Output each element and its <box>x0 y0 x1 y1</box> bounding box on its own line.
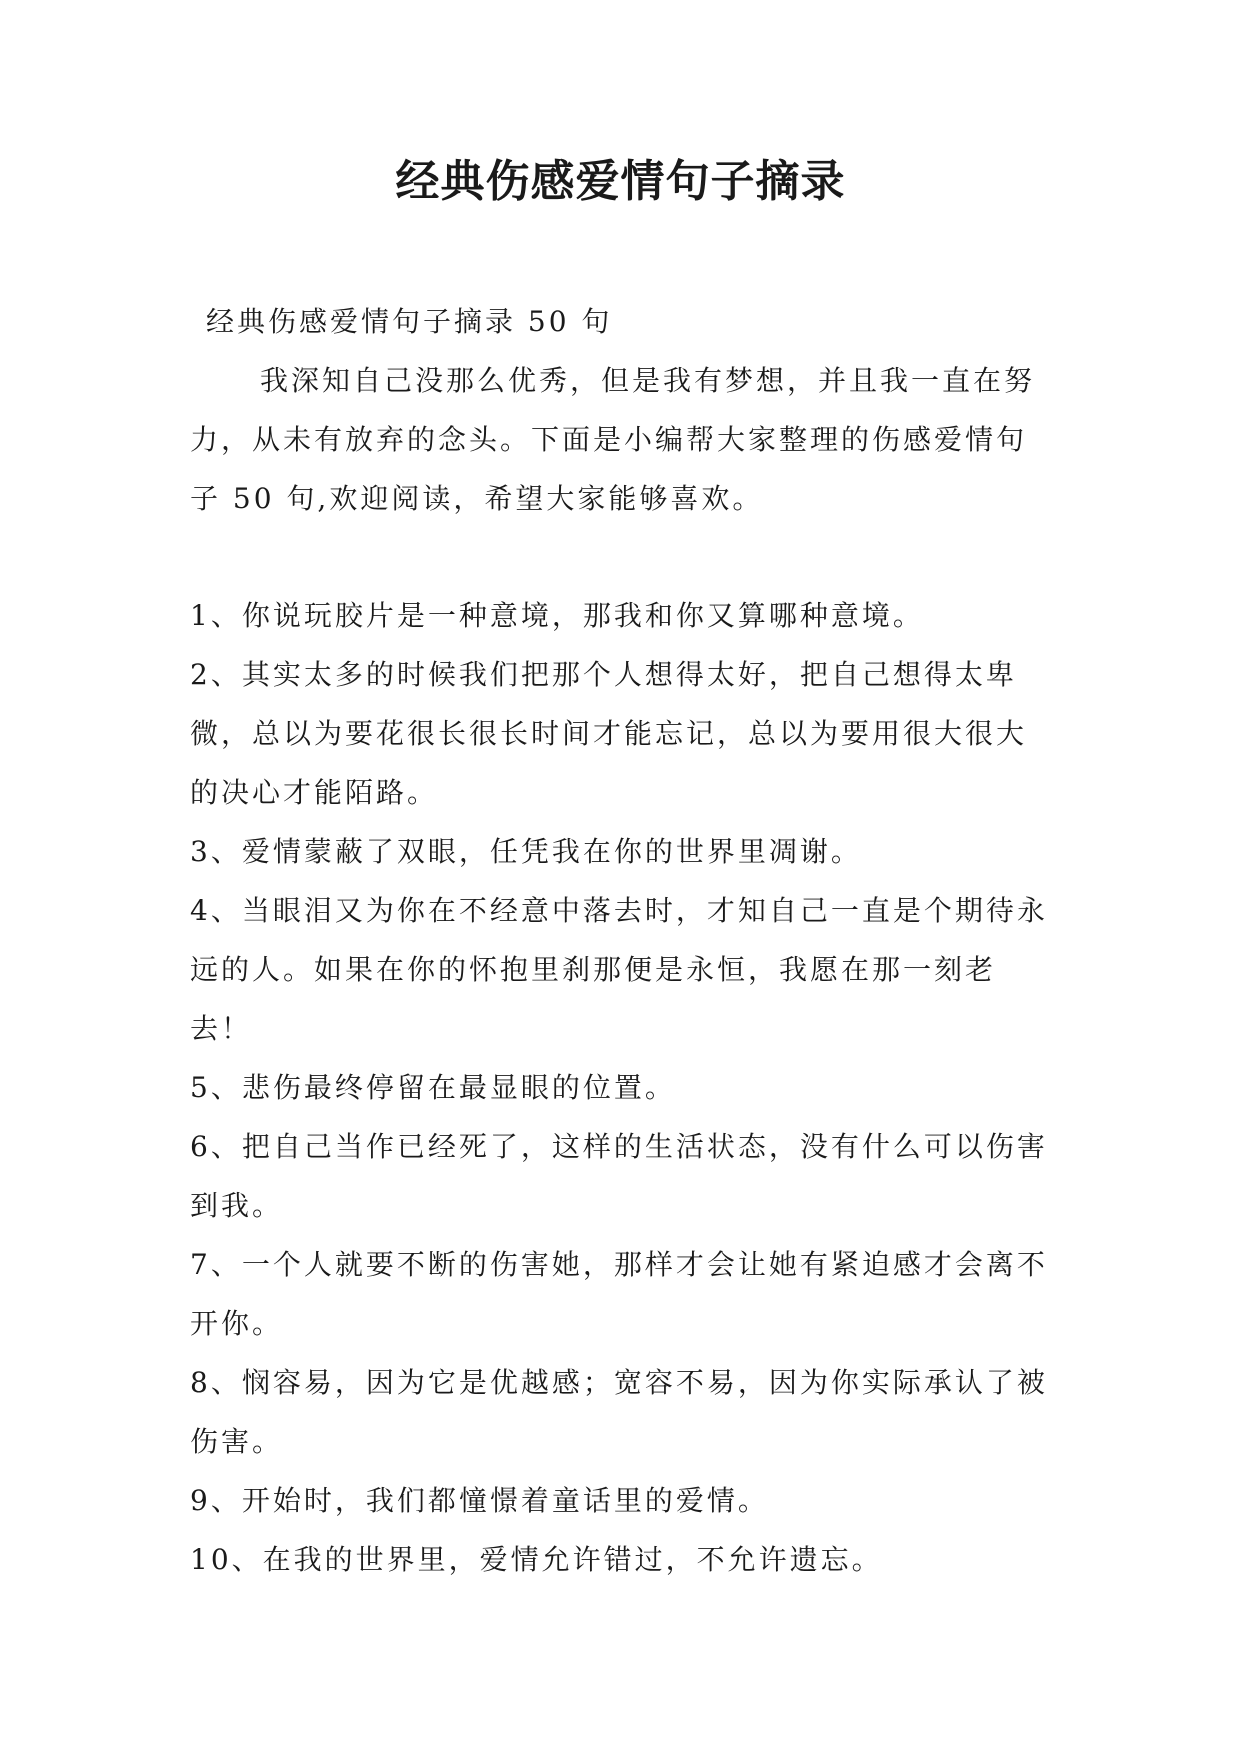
list-item: 9、开始时，我们都憧憬着童话里的爱情。 <box>190 1484 769 1517</box>
list-item: 3、爱情蒙蔽了双眼，任凭我在你的世界里凋谢。 <box>190 835 862 868</box>
document-body <box>190 292 1050 1589</box>
list-item: 1、你说玩胶片是一种意境，那我和你又算哪种意境。 <box>190 599 924 632</box>
document-subtitle: 经典伤感爱情句子摘录 50 句 <box>206 305 613 338</box>
list-item: 2、其实太多的时候我们把那个人想得太好，把自己想得太卑微，总以为要花很长很长时间才能忘记，总以为要用很大很大的决心才能陌路。 <box>190 658 1028 809</box>
list-item: 7、一个人就要不断的伤害她，那样才会让她有紧迫感才会离不开你。 <box>190 1248 1048 1340</box>
intro-paragraph: 我深知自己没那么优秀，但是我有梦想，并且我一直在努力，从未有放弃的念头。下面是小编帮大家整理的伤感爱情句子 50 句,欢迎阅读，希望大家能够喜欢。 <box>190 364 1036 515</box>
list-item: 8、悯容易，因为它是优越感；宽容不易，因为你实际承认了被伤害。 <box>190 1366 1048 1458</box>
list-item: 5、悲伤最终停留在最显眼的位置。 <box>190 1071 676 1104</box>
document-title: 经典伤感爱情句子摘录 <box>395 156 846 207</box>
paragraph-spacer <box>190 528 1050 586</box>
list-item: 10、在我的世界里，爱情允许错过，不允许遗忘。 <box>190 1543 883 1576</box>
list-item: 6、把自己当作已经死了，这样的生活状态，没有什么可以伤害到我。 <box>190 1130 1048 1222</box>
list-item: 4、当眼泪又为你在不经意中落去时，才知自己一直是个期待永远的人。如果在你的怀抱里刹那便是永恒，我愿在那一刻老去！ <box>190 894 1048 1045</box>
